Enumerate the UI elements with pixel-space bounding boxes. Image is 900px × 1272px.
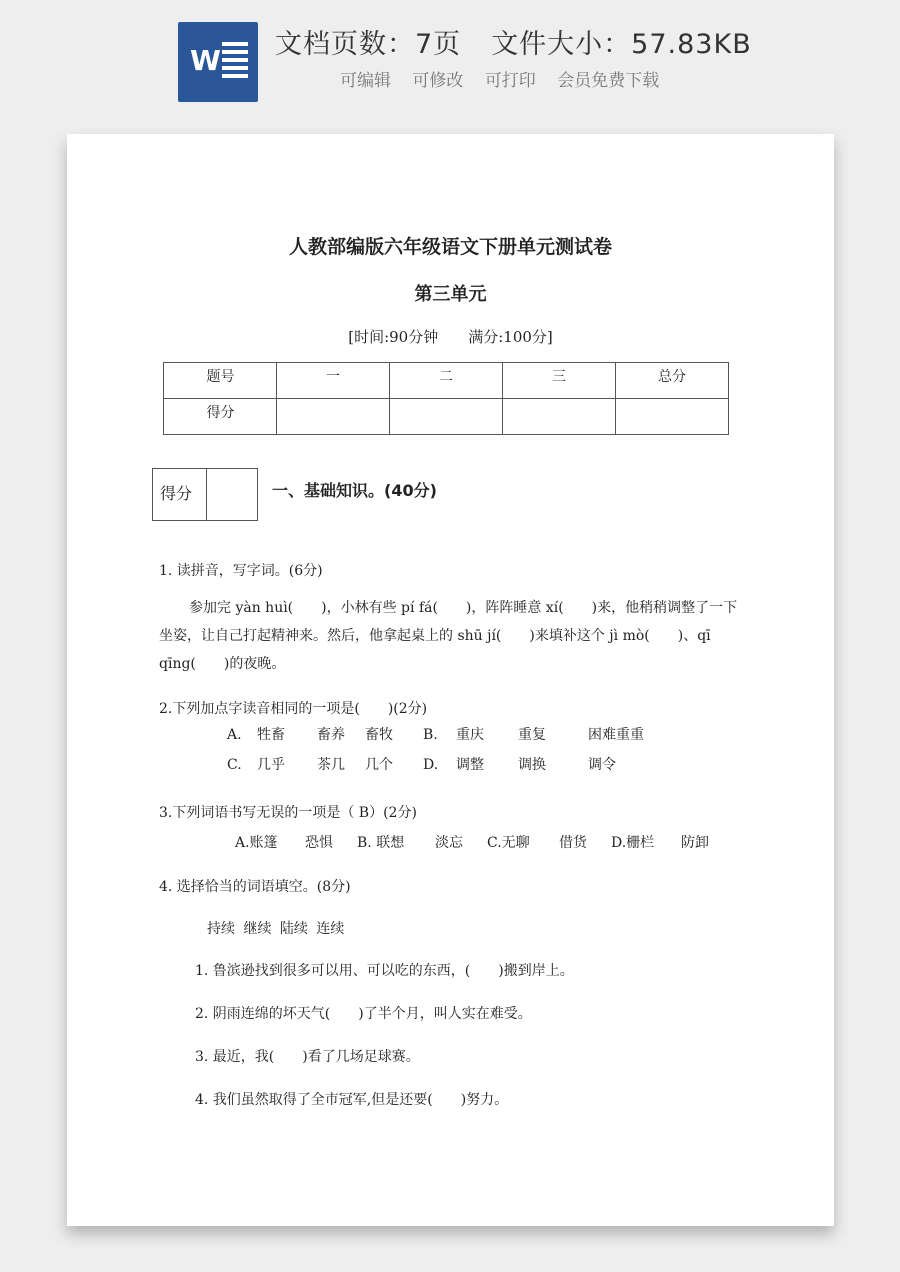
- question-3-title: 3.下列词语书写无误的一项是（ B）(2分): [159, 805, 417, 821]
- section-score-box: [152, 468, 258, 521]
- question-3-options: [235, 832, 709, 852]
- download-banner: [0, 0, 900, 120]
- page-count: 文档页数：7页: [275, 29, 462, 60]
- option-word: 畜牧: [365, 727, 393, 743]
- option-word: 防卸: [681, 835, 709, 851]
- question-4-item-4: 4. 我们虽然取得了全市冠军,但是还要( )努力。: [195, 1092, 509, 1108]
- option-word: A.账篷: [235, 835, 278, 851]
- feature-member-download: 会员免费下载: [557, 71, 660, 91]
- option-word: 畜养: [317, 727, 345, 743]
- feature-list: [340, 66, 669, 91]
- question-4-item-1: 1. 鲁滨逊找到很多可以用、可以吃的东西，( )搬到岸上。: [195, 963, 574, 979]
- feature-editable: 可编辑: [340, 71, 391, 91]
- section-title: 一、基础知识。(40分): [272, 481, 437, 500]
- question-2-title: 2.下列加点字读音相同的一项是( )(2分): [159, 701, 428, 717]
- option-word: 调换: [518, 757, 546, 773]
- feature-printable: 可打印: [484, 71, 536, 91]
- doc-title: 人教部编版六年级语文下册单元测试卷: [288, 236, 612, 258]
- option-word: C.无聊: [487, 835, 530, 851]
- question-2-options-row1: [227, 724, 644, 744]
- exam-score: 满分:100分]: [468, 328, 553, 346]
- word-icon-letter: W: [190, 44, 221, 77]
- option-word: 借货: [559, 835, 587, 851]
- document-page: [67, 134, 834, 1226]
- score-cell: [616, 399, 729, 435]
- question-1-title: 1. 读拼音，写字词。(6分): [159, 563, 323, 579]
- option-letter: B.: [423, 727, 438, 743]
- question-4-item-3: 3. 最近，我( )看了几场足球赛。: [195, 1049, 420, 1065]
- score-cell: [277, 399, 390, 435]
- option-word: 重庆: [456, 727, 484, 743]
- score-table-score-row: [164, 399, 729, 435]
- score-header-cell: 总分: [616, 363, 729, 399]
- score-table: [163, 362, 729, 435]
- word-icon-lines: [222, 42, 248, 82]
- question-4-title: 4. 选择恰当的词语填空。(8分): [159, 879, 351, 895]
- option-word: 牲畜: [257, 727, 285, 743]
- option-word: 恐惧: [305, 835, 333, 851]
- option-word: 几个: [365, 757, 393, 773]
- doc-subtitle: 第三单元: [414, 284, 487, 305]
- section-score-divider: [206, 469, 207, 520]
- question-1-paragraph: 参加完 yàn huì( )，小林有些 pí fá( )，阵阵睡意 xí( )来，他稍稍调整了一下坐姿，让自己打起精神来。然后，他拿起桌上的 shū jí( )来填补这个 jì mò( )、qī qīng( )的夜晚。: [159, 600, 738, 672]
- question-4-word-bank: 持续 继续 陆续 连续: [207, 921, 345, 937]
- option-word: 几乎: [257, 757, 285, 773]
- option-word: 困难重重: [588, 727, 644, 743]
- option-letter: C.: [227, 757, 242, 773]
- score-row-label: 得分: [164, 399, 277, 435]
- option-word: 重复: [518, 727, 546, 743]
- banner-title: [275, 22, 752, 61]
- question-2-options-row2: [227, 754, 616, 774]
- exam-meta: [67, 326, 834, 347]
- score-header-cell: 三: [503, 363, 616, 399]
- option-word: 调令: [588, 757, 616, 773]
- score-header-cell: 二: [390, 363, 503, 399]
- score-table-header-row: [164, 363, 729, 399]
- option-word: 茶几: [317, 757, 345, 773]
- question-4-item-2: 2. 阴雨连绵的坏天气( )了半个月，叫人实在难受。: [195, 1006, 532, 1022]
- option-letter: A.: [227, 727, 242, 743]
- section-score-label: 得分: [160, 484, 193, 503]
- score-header-cell: 题号: [164, 363, 277, 399]
- exam-time: [时间:90分钟: [348, 328, 439, 346]
- option-letter: D.: [423, 757, 439, 773]
- score-cell: [503, 399, 616, 435]
- score-header-cell: 一: [277, 363, 390, 399]
- file-size: 文件大小：57.83KB: [491, 29, 752, 60]
- option-word: D.栅栏: [611, 835, 655, 851]
- word-document-icon: [178, 22, 258, 102]
- feature-modifiable: 可修改: [412, 71, 464, 91]
- score-cell: [390, 399, 503, 435]
- option-word: 调整: [456, 757, 484, 773]
- option-word: 淡忘: [435, 835, 463, 851]
- option-word: B. 联想: [357, 835, 405, 851]
